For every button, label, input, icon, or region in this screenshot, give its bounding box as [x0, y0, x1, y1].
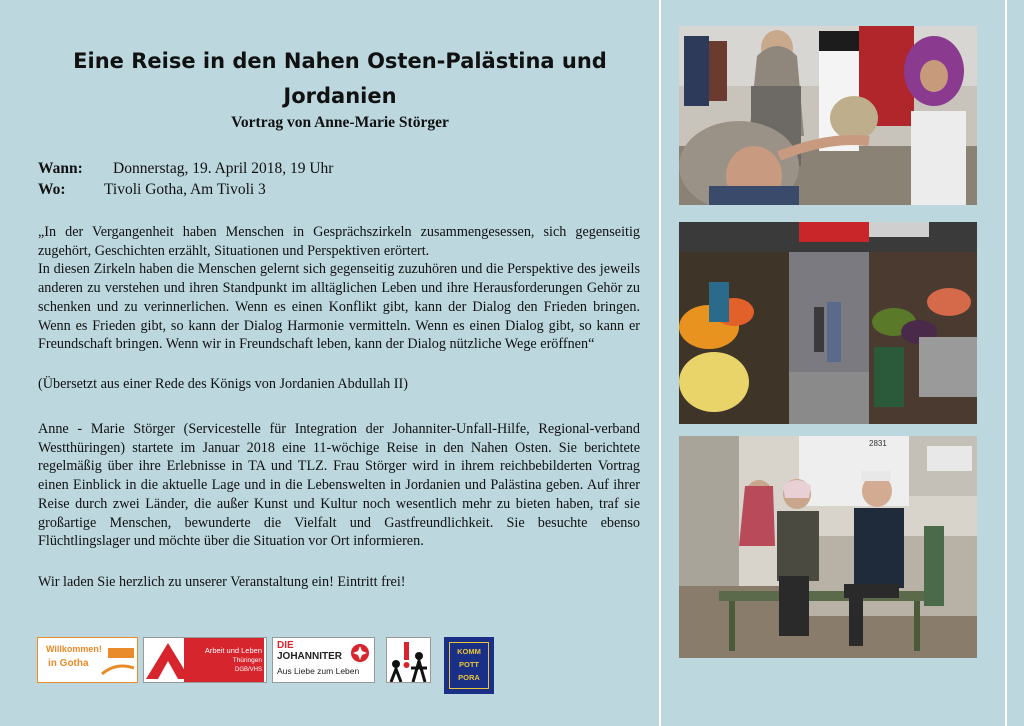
quote-paragraph: „In der Vergangenheit haben Menschen in Gesprächszirkeln zusammengesessen, sich gegenseitig zugehört, Geschichten erzählt, Situationen und Perspektiven erörtert.: [38, 224, 640, 259]
figures-icon: [387, 638, 431, 683]
willkommen-in-gotha-logo: [37, 637, 138, 683]
johanniter-cross-icon: [351, 644, 369, 662]
invitation-text: Wir laden Sie herzlich zu unserer Veranstaltung ein! Eintritt frei!: [38, 574, 406, 590]
edge-divider: [1005, 0, 1007, 726]
quote-source: (Übersetzt aus einer Rede des Königs von Jordanien Abdullah II): [38, 376, 408, 392]
kp-line3: PORA: [458, 673, 480, 682]
arbeit-und-leben-logo: [143, 637, 267, 683]
gotha-wave-icon: [100, 644, 136, 678]
event-description: [38, 420, 640, 551]
gotha-logo-line2: in Gotha: [48, 658, 89, 669]
when-value: Donnerstag, 19. April 2018, 19 Uhr: [113, 160, 334, 177]
event-title: Eine Reise in den Nahen Osten-Palästina und Jordanien: [73, 49, 607, 108]
johanniter-line3: Aus Liebe zum Leben: [277, 666, 360, 676]
king-quote: [38, 223, 640, 354]
pictogram-logo: [386, 637, 431, 683]
gotha-logo-line1: Willkommen!: [46, 644, 102, 654]
where-value: Tivoli Gotha, Am Tivoli 3: [104, 181, 266, 198]
aul-line1: Arbeit und Leben: [204, 646, 262, 655]
kp-line2: POTT: [459, 660, 479, 669]
event-subtitle: Vortrag von Anne-Marie Störger: [231, 114, 449, 131]
photo-sign-number: 2831: [869, 439, 887, 448]
column-divider: [659, 0, 661, 726]
aul-line2: Thüringen: [232, 657, 262, 664]
description-paragraph: Anne - Marie Störger (Servicestelle für Integration der Johanniter-Unfall-Hilfe, Regional-verband Westthüringen) startete im Januar 2018 eine 11-wöchige Reise in den Nahen Osten. Sie berichtete regelmäßig über ihre Erlebnisse in TA und TLZ. Frau Störger wird in ihrem reichbebilderten Vortrag einen Einblick in die aktuelle Lage und in die Lebenswelten in Jordanien und Palästina geben. Auf ihrer Reise durch zwei Länder, die außer Kunst und Kultur noch wesentlich mehr zu bieten haben, traf sie großartige Menschen, bewunderte die Vielfalt und Gastfreundlichkeit. Sie besuchte ebenso Flüchtlingslager und möchte über die Situation vor Ort informieren.: [38, 421, 640, 550]
kp-line1: KOMM: [457, 647, 481, 656]
when-label: Wann:: [38, 160, 83, 177]
photo-market: [679, 222, 977, 424]
quote-paragraph: In diesen Zirkeln haben die Menschen gelernt sich gegenseitig zuzuhören und die Perspektive des jeweils anderen zu verstehen und ihren Standpunkt im alltäglichen Leben und ihre Herausforderungen Gehör zu schenken und zu verinnerlichen. Wenn es einen Konflikt gibt, kann der Dialog den Frieden bringen. Wenn es Frieden gibt, so kann der Dialog Harmonie vermitteln. Wenn es einen Dialog gibt, so kann er Freundschaft bringen. Wenn wir in Freundschaft leben, kann der Dialog nützliche Wege eröffnen“: [38, 261, 640, 353]
event-details: [38, 158, 333, 200]
photo-group-conversation: [679, 26, 977, 205]
johanniter-line1: DIE: [277, 640, 294, 651]
johanniter-line2: JOHANNITER: [277, 651, 343, 662]
johanniter-logo: [272, 637, 375, 683]
photo-men-on-bench: [679, 436, 977, 658]
aul-line3: DGB/VHS: [234, 667, 262, 673]
where-label: Wo:: [38, 181, 66, 198]
komm-pott-pora-logo: [444, 637, 494, 694]
